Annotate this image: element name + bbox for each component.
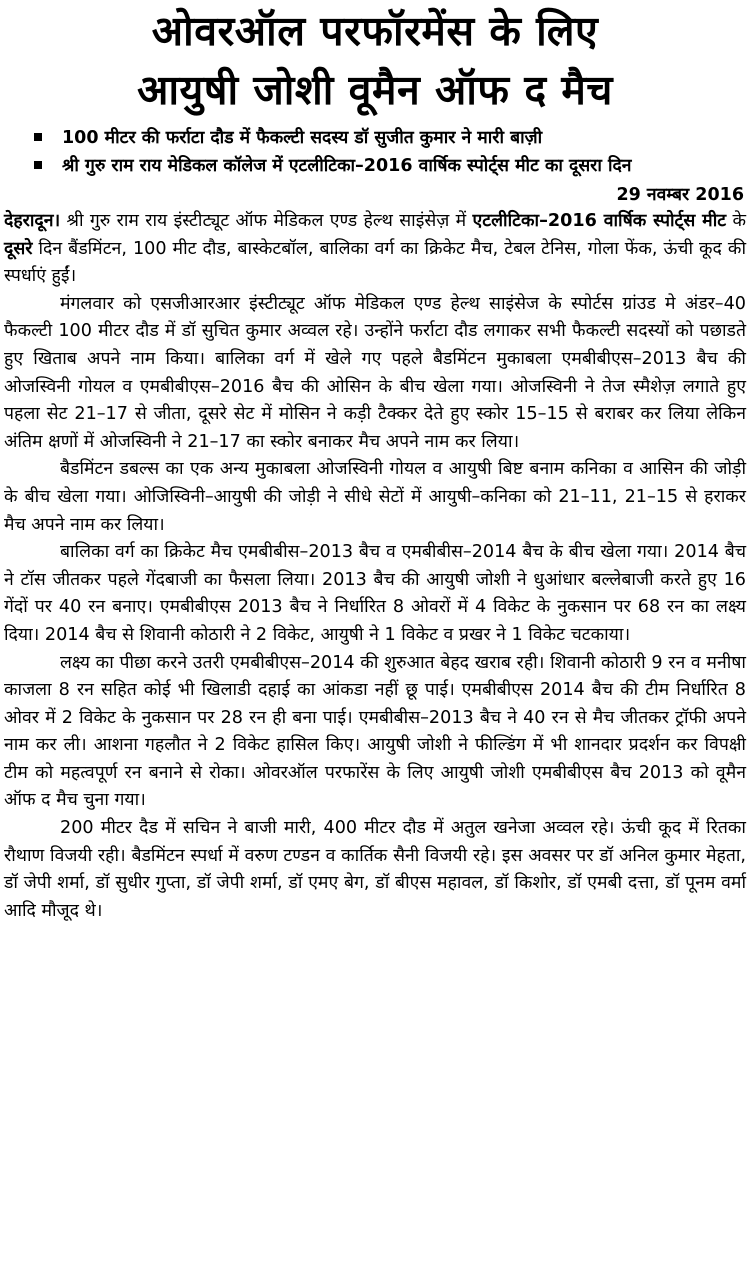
subheadline-item — [34, 124, 746, 152]
subheadline-text: श्री गुरु राम राय मेडिकल कॉलेज में एटलीटिका–2016 वार्षिक स्पोर्ट्स मीट का दूसरा दिन — [62, 156, 632, 176]
article-body — [4, 208, 746, 925]
headline — [4, 0, 746, 120]
subheadline-text: 100 मीटर की फर्राटा दौड में फैकल्टी सदस्य डॉ सुजीत कुमार ने मारी बाज़ी — [62, 128, 543, 148]
article-paragraph — [4, 208, 746, 291]
headline-line-2: आयुषी जोशी वूमैन ऑफ द मैच — [137, 66, 613, 114]
article-paragraph: मंगलवार को एसजीआरआर इंस्टीट्यूट ऑफ मेडिकल एण्ड हेल्थ साइंसेज के स्पोर्टस ग्रांउड मे अंडर–40 फैकल्टी 100 मीटर दौड में डॉ सुचित कुमार अव्वल रहे। उन्होंने फर्राटा दौड लगाकर सभी फैकल्टी सदस्यों को पछाडते हुए खिताब अपने नाम किया। बालिका वर्ग में खेले गए पहले बैडमिंटन मुकाबला एमबीबीएस–2013 बैच की ओजस्विनी गोयल व एमबीबीएस–2016 बैच की ओसिन के बीच खेला गया। ओजस्विनी ने तेज स्मैशेज़ लगाते हुए पहला सेट 21–17 से जीता, दूसरे सेट में मोसिन ने कड़ी टैक्कर देते हुए स्कोर 15–15 से बराबर कर लिया लेकिन अंतिम क्षणों में ओजस्विनी ने 21–17 का स्कोर बनाकर मैच अपने नाम कर लिया। — [4, 293, 746, 452]
paragraph-text: के — [726, 211, 746, 231]
article-paragraph: बालिका वर्ग का क्रिकेट मैच एमबीबीस–2013 बैच व एमबीबीस–2014 बैच के बीच खेला गया। 2014 बैच ने टॉस जीतकर पहले गेंदबाजी का फैसला लिया। 2013 बैच की आयुषी जोशी ने धुआंधार बल्लेबाजी करते हुए 16 गेंदों पर 40 रन बनाए। एमबीबीएस 2013 बैच ने निर्धारित 8 ओवरों में 4 विकेट के नुकसान पर 68 रन का लक्ष्य दिया। 2014 बैच से शिवानी कोठारी ने 2 विकेट, आयुषी ने 1 विकेट व प्रखर ने 1 विकेट चटकाया। — [4, 542, 746, 645]
subheadline-item — [34, 152, 746, 180]
event-name: एटलीटिका–2016 वार्षिक स्पोर्ट्स मीट — [472, 211, 727, 231]
subheadline-list — [4, 124, 746, 180]
paragraph-text: श्री गुरु राम राय इंस्टीट्यूट ऑफ मेडिकल एण्ड हेल्थ साइंसेज़ में — [60, 211, 473, 231]
paragraph-text: दिन बैंडमिंटन, 100 मीट दौड, बास्केटबॉल, बालिका वर्ग का क्रिकेट मैच, टेबल टेनिस, गोला फेंक, ऊंची कूद की स्पर्धाएं हुईं। — [4, 238, 746, 287]
article-paragraph: 200 मीटर दैड में सचिन ने बाजी मारी, 400 मीटर दौड में अतुल खनेजा अव्वल रहे। ऊंची कूद में रितका रौथाण विजयी रही। बैडमिंटन स्पर्धा में वरुण टण्डन व कार्तिक सैनी विजयी रहे। इस अवसर पर डॉ अनिल कुमार मेहता, डॉ जेपी शर्मा, डॉ सुधीर गुप्ता, डॉ जेपी शर्मा, डॉ एमए बेग, डॉ बीएस महावल, डॉ किशोर, डॉ एमबी दत्ता, डॉ पूनम वर्मा आदि मौजूद थे। — [4, 818, 746, 921]
article-paragraph: बैडमिंटन डबल्स का एक अन्य मुकाबला ओजस्विनी गोयल व आयुषी बिष्ट बनाम कनिका व आसिन की जोड़ी के बीच खेला गया। ओजिस्विनी–आयुषी की जोड़ी ने सीधे सेटों में आयुषी–कनिका को 21–11, 21–15 से हराकर मैच अपने नाम कर लिया। — [4, 459, 746, 535]
headline-line-1: ओवरऑल परफॉरमेंस के लिए — [151, 7, 599, 55]
square-bullet-icon — [34, 161, 42, 169]
article-paragraph: लक्ष्य का पीछा करने उतरी एमबीबीएस–2014 की शुरुआत बेहद खराब रही। शिवानी कोठारी 9 रन व मनीषा काजला 8 रन सहित कोई भी खिलाडी दहाई का आंकडा नहीं छू पाई। एमबीबीएस 2014 बैच की टीम निर्धारित 8 ओवर में 2 विकेट के नुकसान पर 28 रन ही बना पाई। एमबीबीस–2013 बैच ने 40 रन से मैच जीतकर ट्रॉफी अपने नाम कर ली। आशना गहलौत ने 2 विकेट हासिल किए। आयुषी जोशी ने फील्डिंग में भी शानदार प्रदर्शन कर विपक्षी टीम को महत्वपूर्ण रन बनाने से रोका। ओवरऑल परफारेंस के लिए आयुषी जोशी एमबीबीएस बैच 2013 को वूमैन ऑफ द मैच चुना गया। — [4, 652, 746, 811]
publication-date: 29 नवम्बर 2016 — [616, 185, 744, 205]
dateline: देहरादून। — [4, 211, 61, 231]
square-bullet-icon — [34, 133, 42, 141]
day-label: दूसरे — [4, 238, 33, 259]
